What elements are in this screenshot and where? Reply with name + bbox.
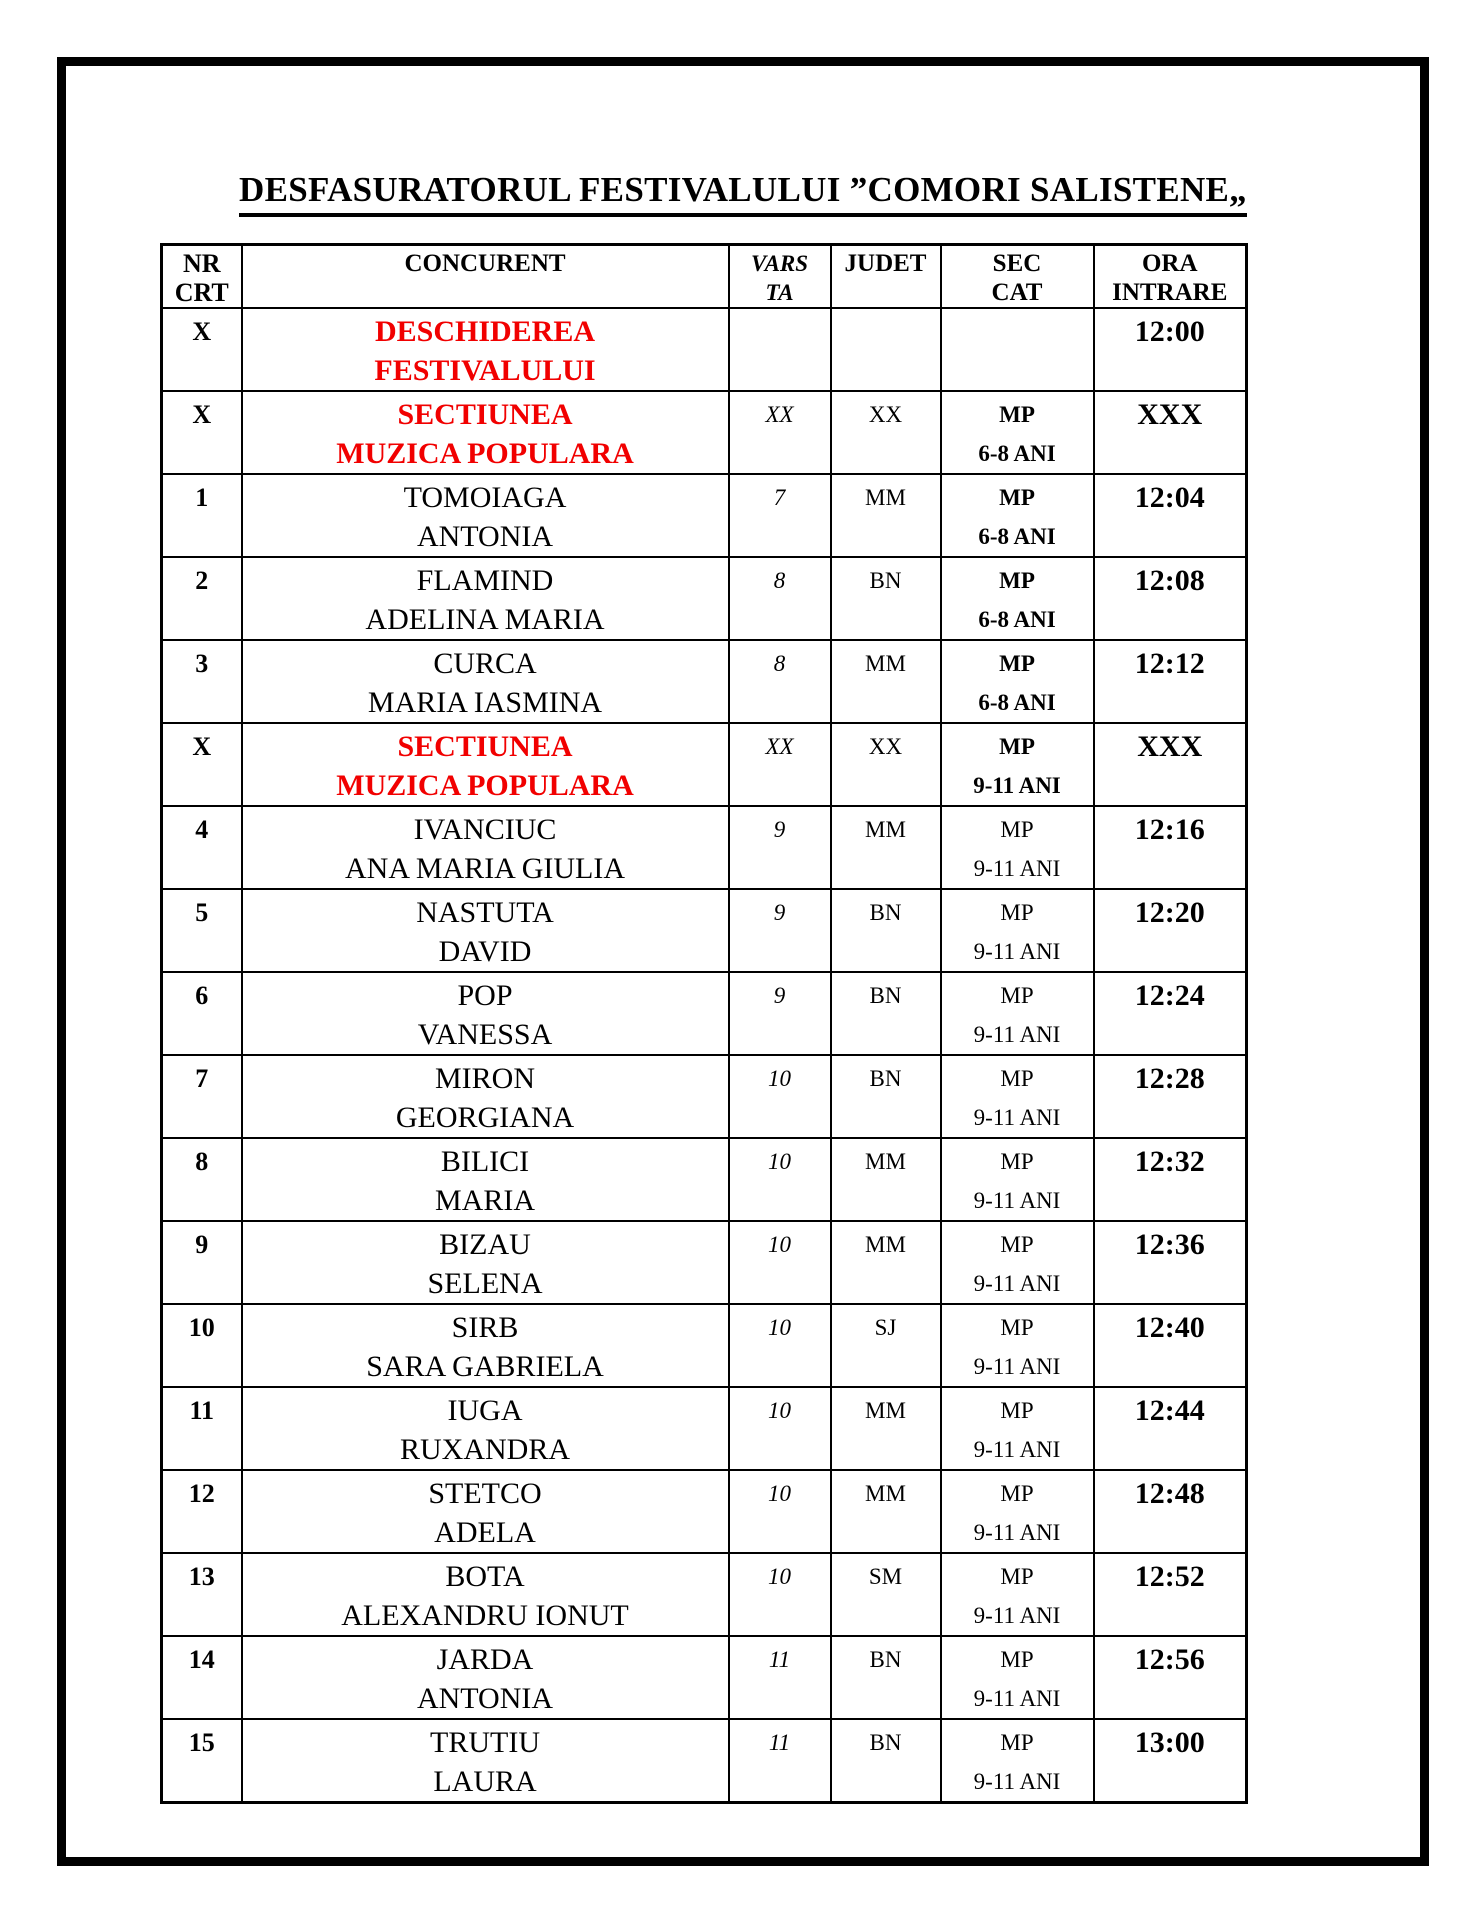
cell-concurent: SECTIUNEA MUZICA POPULARA	[242, 723, 729, 806]
header-row	[162, 245, 1247, 309]
col-header-line: CRT	[174, 278, 229, 307]
table-row	[162, 1304, 1247, 1387]
cell-nr-crt: 14	[162, 1636, 242, 1719]
cell-sec-cat: MP 9-11 ANI	[941, 972, 1094, 1055]
table-header	[162, 245, 1247, 309]
cell-nr-crt: 2	[162, 557, 242, 640]
col-header-line: ORA	[1141, 250, 1198, 277]
cell-concurent: JARDA ANTONIA	[242, 1636, 729, 1719]
cell-sec-cat: MP 6-8 ANI	[941, 474, 1094, 557]
cell-concurent: TRUTIU LAURA	[242, 1719, 729, 1803]
cell-concurent: BOTA ALEXANDRU IONUT	[242, 1553, 729, 1636]
cell-nr-crt: 6	[162, 972, 242, 1055]
col-header-nr-crt	[162, 245, 242, 309]
col-header-line: JUDET	[844, 250, 927, 277]
cell-nr-crt: 4	[162, 806, 242, 889]
cell-sec-cat: MP 9-11 ANI	[941, 1221, 1094, 1304]
cell-sec-cat: MP 9-11 ANI	[941, 806, 1094, 889]
cell-nr-crt: 5	[162, 889, 242, 972]
table-row	[162, 391, 1247, 474]
table-row	[162, 889, 1247, 972]
cell-ora-intrare: 12:32	[1094, 1138, 1247, 1221]
cell-sec-cat: MP 6-8 ANI	[941, 557, 1094, 640]
cell-nr-crt: X	[162, 723, 242, 806]
cell-ora-intrare: 12:12	[1094, 640, 1247, 723]
cell-varsta: XX	[729, 391, 831, 474]
col-header-varsta	[729, 245, 831, 309]
cell-ora-intrare: 12:48	[1094, 1470, 1247, 1553]
cell-judet: MM	[831, 640, 941, 723]
cell-judet: MM	[831, 1470, 941, 1553]
cell-concurent: STETCO ADELA	[242, 1470, 729, 1553]
cell-ora-intrare: 12:28	[1094, 1055, 1247, 1138]
cell-varsta: 10	[729, 1470, 831, 1553]
cell-judet: SM	[831, 1553, 941, 1636]
cell-judet: BN	[831, 889, 941, 972]
cell-sec-cat: MP 9-11 ANI	[941, 889, 1094, 972]
cell-concurent: MIRON GEORGIANA	[242, 1055, 729, 1138]
cell-concurent: POP VANESSA	[242, 972, 729, 1055]
table-row	[162, 640, 1247, 723]
col-header-ora-intrare	[1094, 245, 1247, 309]
cell-judet: BN	[831, 1636, 941, 1719]
cell-concurent: TOMOIAGA ANTONIA	[242, 474, 729, 557]
cell-concurent: IVANCIUC ANA MARIA GIULIA	[242, 806, 729, 889]
cell-nr-crt: 15	[162, 1719, 242, 1803]
col-header-line: NR	[182, 249, 221, 278]
cell-judet: MM	[831, 1138, 941, 1221]
cell-judet: MM	[831, 1221, 941, 1304]
cell-varsta: 9	[729, 972, 831, 1055]
cell-judet: BN	[831, 557, 941, 640]
cell-sec-cat	[941, 308, 1094, 391]
col-header-line: VARS	[750, 251, 809, 276]
cell-judet: MM	[831, 1387, 941, 1470]
cell-judet: XX	[831, 723, 941, 806]
cell-sec-cat: MP 9-11 ANI	[941, 1304, 1094, 1387]
cell-ora-intrare: 12:56	[1094, 1636, 1247, 1719]
cell-ora-intrare: XXX	[1094, 723, 1247, 806]
table-row	[162, 1055, 1247, 1138]
col-header-concurent	[242, 245, 729, 309]
cell-ora-intrare: 12:44	[1094, 1387, 1247, 1470]
cell-sec-cat: MP 9-11 ANI	[941, 723, 1094, 806]
col-header-line: SEC	[992, 250, 1042, 277]
cell-concurent: CURCA MARIA IASMINA	[242, 640, 729, 723]
table-row	[162, 474, 1247, 557]
cell-concurent: SECTIUNEA MUZICA POPULARA	[242, 391, 729, 474]
cell-nr-crt: 11	[162, 1387, 242, 1470]
schedule-table	[160, 243, 1248, 1804]
cell-nr-crt: 1	[162, 474, 242, 557]
cell-concurent: BILICI MARIA	[242, 1138, 729, 1221]
col-header-line: CAT	[991, 279, 1043, 306]
table-row	[162, 1719, 1247, 1803]
cell-varsta: 7	[729, 474, 831, 557]
schedule-body	[162, 308, 1247, 1803]
cell-judet: SJ	[831, 1304, 941, 1387]
cell-concurent: NASTUTA DAVID	[242, 889, 729, 972]
cell-ora-intrare: 12:16	[1094, 806, 1247, 889]
cell-varsta: 11	[729, 1719, 831, 1803]
cell-ora-intrare: XXX	[1094, 391, 1247, 474]
cell-ora-intrare: 12:08	[1094, 557, 1247, 640]
cell-ora-intrare: 12:00	[1094, 308, 1247, 391]
table-row	[162, 806, 1247, 889]
cell-varsta: 9	[729, 806, 831, 889]
cell-sec-cat: MP 9-11 ANI	[941, 1470, 1094, 1553]
cell-varsta: 8	[729, 640, 831, 723]
cell-sec-cat: MP 9-11 ANI	[941, 1055, 1094, 1138]
cell-concurent: SIRB SARA GABRIELA	[242, 1304, 729, 1387]
cell-nr-crt: 8	[162, 1138, 242, 1221]
cell-judet: MM	[831, 806, 941, 889]
cell-varsta: 10	[729, 1304, 831, 1387]
cell-ora-intrare: 12:04	[1094, 474, 1247, 557]
table-row	[162, 308, 1247, 391]
cell-nr-crt: 10	[162, 1304, 242, 1387]
cell-judet: BN	[831, 1055, 941, 1138]
page-title: DESFASURATORUL FESTIVALULUI ”COMORI SALISTENE„	[239, 170, 1247, 217]
cell-varsta: 8	[729, 557, 831, 640]
table-row	[162, 1387, 1247, 1470]
cell-sec-cat: MP 9-11 ANI	[941, 1636, 1094, 1719]
table-row	[162, 1470, 1247, 1553]
cell-nr-crt: X	[162, 391, 242, 474]
title-row	[66, 170, 1420, 217]
table-row	[162, 723, 1247, 806]
cell-judet: BN	[831, 972, 941, 1055]
cell-sec-cat: MP 6-8 ANI	[941, 640, 1094, 723]
cell-sec-cat: MP 9-11 ANI	[941, 1719, 1094, 1803]
cell-judet	[831, 308, 941, 391]
cell-sec-cat: MP 9-11 ANI	[941, 1138, 1094, 1221]
page-border	[57, 57, 1429, 1866]
cell-varsta	[729, 308, 831, 391]
cell-ora-intrare: 13:00	[1094, 1719, 1247, 1803]
cell-judet: MM	[831, 474, 941, 557]
cell-nr-crt: 13	[162, 1553, 242, 1636]
col-header-line: TA	[765, 280, 794, 305]
cell-varsta: 10	[729, 1221, 831, 1304]
cell-sec-cat: MP 6-8 ANI	[941, 391, 1094, 474]
table-row	[162, 1221, 1247, 1304]
cell-judet: XX	[831, 391, 941, 474]
cell-concurent: DESCHIDEREA FESTIVALULUI	[242, 308, 729, 391]
table-row	[162, 1138, 1247, 1221]
cell-ora-intrare: 12:24	[1094, 972, 1247, 1055]
cell-ora-intrare: 12:40	[1094, 1304, 1247, 1387]
cell-sec-cat: MP 9-11 ANI	[941, 1553, 1094, 1636]
table-row	[162, 1553, 1247, 1636]
cell-ora-intrare: 12:20	[1094, 889, 1247, 972]
cell-nr-crt: 9	[162, 1221, 242, 1304]
col-header-sec-cat	[941, 245, 1094, 309]
cell-sec-cat: MP 9-11 ANI	[941, 1387, 1094, 1470]
table-row	[162, 557, 1247, 640]
cell-ora-intrare: 12:36	[1094, 1221, 1247, 1304]
cell-varsta: 10	[729, 1553, 831, 1636]
table-row	[162, 972, 1247, 1055]
table-row	[162, 1636, 1247, 1719]
cell-varsta: XX	[729, 723, 831, 806]
cell-varsta: 9	[729, 889, 831, 972]
cell-ora-intrare: 12:52	[1094, 1553, 1247, 1636]
cell-varsta: 10	[729, 1055, 831, 1138]
cell-varsta: 11	[729, 1636, 831, 1719]
cell-nr-crt: 3	[162, 640, 242, 723]
cell-judet: BN	[831, 1719, 941, 1803]
cell-concurent: BIZAU SELENA	[242, 1221, 729, 1304]
cell-concurent: FLAMIND ADELINA MARIA	[242, 557, 729, 640]
cell-nr-crt: 7	[162, 1055, 242, 1138]
cell-varsta: 10	[729, 1387, 831, 1470]
col-header-line: CONCURENT	[404, 250, 566, 277]
cell-varsta: 10	[729, 1138, 831, 1221]
cell-concurent: IUGA RUXANDRA	[242, 1387, 729, 1470]
cell-nr-crt: X	[162, 308, 242, 391]
cell-nr-crt: 12	[162, 1470, 242, 1553]
col-header-line: INTRARE	[1112, 279, 1228, 306]
col-header-judet	[831, 245, 941, 309]
